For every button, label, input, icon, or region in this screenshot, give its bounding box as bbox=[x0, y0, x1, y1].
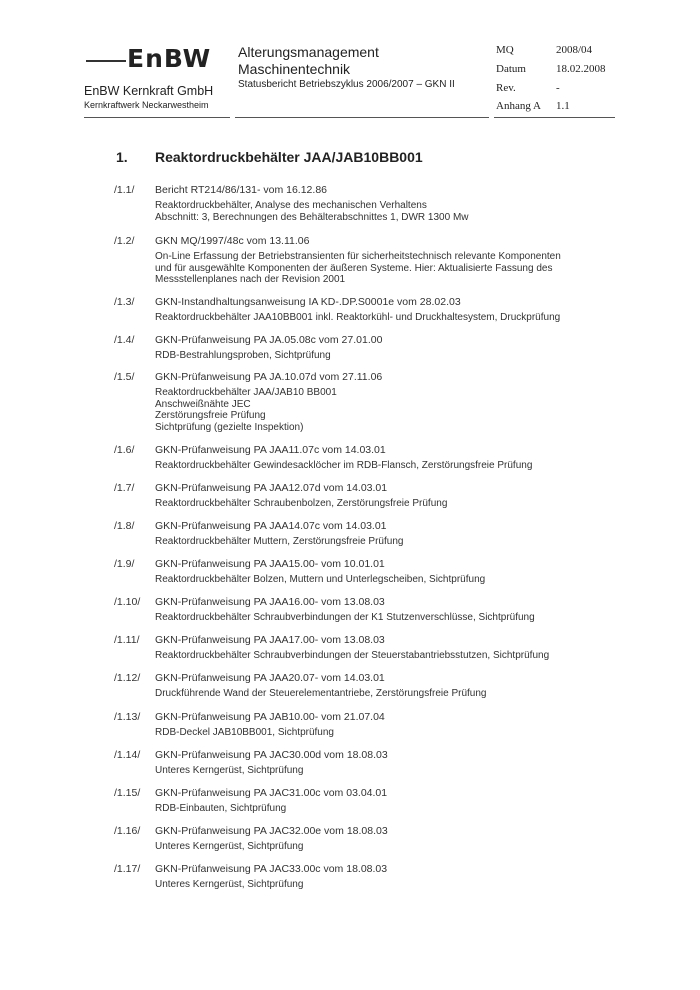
reference-detail: Reaktordruckbehälter Gewindesacklöcher im RDB-Flansch, Zerstörungsfreie Prüfung bbox=[155, 460, 533, 471]
header-rule-right bbox=[494, 117, 615, 118]
reference-body bbox=[155, 749, 595, 777]
reference-number: /1.4/ bbox=[114, 334, 135, 346]
reference-title: GKN-Prüfanweisung PA JA.05.08c vom 27.01.00 bbox=[155, 334, 383, 346]
reference-detail: Zerstörungsfreie Prüfung bbox=[155, 410, 266, 421]
reference-number: /1.16/ bbox=[114, 825, 141, 837]
company-name: EnBW Kernkraft GmbH bbox=[84, 84, 214, 98]
reference-body bbox=[155, 444, 595, 472]
reference-detail: Reaktordruckbehälter Bolzen, Muttern und Unterlegscheiben, Sichtprüfung bbox=[155, 574, 486, 585]
reference-body bbox=[155, 296, 595, 324]
reference-detail: Reaktordruckbehälter Muttern, Zerstörungsfreie Prüfung bbox=[155, 536, 404, 547]
meta-label-rev: Rev. bbox=[496, 82, 516, 94]
reference-body bbox=[155, 672, 595, 700]
reference-detail: Unteres Kerngerüst, Sichtprüfung bbox=[155, 879, 304, 890]
section-title: Reaktordruckbehälter JAA/JAB10BB001 bbox=[155, 149, 423, 165]
reference-detail: Druckführende Wand der Steuerelementantriebe, Zerstörungsfreie Prüfung bbox=[155, 688, 487, 699]
reference-body bbox=[155, 184, 595, 223]
reference-body bbox=[155, 711, 595, 739]
reference-detail: Reaktordruckbehälter Schraubverbindungen der Steuerstabantriebsstutzen, Sichtprüfung bbox=[155, 650, 550, 661]
document-title-line2: Maschinentechnik bbox=[238, 61, 351, 77]
meta-label-datum: Datum bbox=[496, 63, 526, 75]
reference-number: /1.10/ bbox=[114, 596, 141, 608]
reference-detail: Unteres Kerngerüst, Sichtprüfung bbox=[155, 765, 304, 776]
reference-detail: Reaktordruckbehälter, Analyse des mechanischen Verhaltens bbox=[155, 200, 427, 211]
meta-value-datum: 18.02.2008 bbox=[556, 63, 606, 75]
reference-title: GKN-Prüfanweisung PA JAA15.00- vom 10.01.01 bbox=[155, 558, 385, 570]
reference-number: /1.3/ bbox=[114, 296, 135, 308]
reference-number: /1.11/ bbox=[114, 634, 140, 646]
meta-label-mq: MQ bbox=[496, 44, 514, 56]
reference-body bbox=[155, 371, 595, 433]
reference-title: GKN-Prüfanweisung PA JAC32.00e vom 18.08.03 bbox=[155, 825, 388, 837]
reference-number: /1.14/ bbox=[114, 749, 141, 761]
reference-title: GKN-Prüfanweisung PA JAA11.07c vom 14.03.01 bbox=[155, 444, 386, 456]
reference-body bbox=[155, 596, 595, 624]
meta-value-mq: 2008/04 bbox=[556, 44, 593, 56]
reference-title: GKN-Prüfanweisung PA JAC31.00c vom 03.04.01 bbox=[155, 787, 388, 799]
reference-number: /1.17/ bbox=[114, 863, 141, 875]
reference-title: GKN-Prüfanweisung PA JAA12.07d vom 14.03.01 bbox=[155, 482, 388, 494]
reference-detail: RDB-Bestrahlungsproben, Sichtprüfung bbox=[155, 350, 331, 361]
reference-title: GKN-Prüfanweisung PA JAA16.00- vom 13.08.03 bbox=[155, 596, 385, 608]
header-rule-middle bbox=[235, 117, 489, 118]
reference-title: GKN MQ/1997/48c vom 13.11.06 bbox=[155, 235, 310, 247]
meta-value-rev: - bbox=[556, 82, 560, 94]
document-title-line1: Alterungsmanagement bbox=[238, 44, 379, 60]
reference-number: /1.5/ bbox=[114, 371, 135, 383]
company-logo: EnBW bbox=[127, 44, 212, 73]
reference-title: GKN-Prüfanweisung PA JAB10.00- vom 21.07.04 bbox=[155, 711, 385, 723]
reference-detail: Unteres Kerngerüst, Sichtprüfung bbox=[155, 841, 304, 852]
reference-body bbox=[155, 482, 595, 510]
reference-body bbox=[155, 520, 595, 548]
reference-detail: RDB-Deckel JAB10BB001, Sichtprüfung bbox=[155, 727, 334, 738]
reference-detail: Reaktordruckbehälter JAA/JAB10 BB001 bbox=[155, 387, 337, 398]
header-rule-left bbox=[84, 117, 230, 118]
logo-rule bbox=[86, 60, 126, 62]
reference-detail: Abschnitt: 3, Berechnungen des Behälterabschnittes 1, DWR 1300 Mw bbox=[155, 211, 469, 223]
reference-number: /1.13/ bbox=[114, 711, 141, 723]
reference-title: Bericht RT214/86/131- vom 16.12.86 bbox=[155, 184, 327, 196]
reference-detail: On-Line Erfassung der Betriebstransienten für sicherheitstechnisch relevante Komponenten bbox=[155, 251, 561, 262]
reference-title: GKN-Prüfanweisung PA JAA17.00- vom 13.08.03 bbox=[155, 634, 385, 646]
reference-title: GKN-Prüfanweisung PA JAC33.00c vom 18.08.03 bbox=[155, 863, 388, 875]
section-number: 1. bbox=[116, 149, 128, 165]
reference-detail: und für ausgewählte Komponenten der äußeren Systeme. Hier: Aktualisierte Fassung des bbox=[155, 262, 553, 274]
reference-detail: Sichtprüfung (gezielte Inspektion) bbox=[155, 421, 304, 433]
reference-body bbox=[155, 334, 595, 362]
reference-number: /1.8/ bbox=[114, 520, 135, 532]
reference-body bbox=[155, 825, 595, 853]
reference-detail: Messstellenplanes nach der Revision 2001 bbox=[155, 274, 346, 285]
site-name: Kernkraftwerk Neckarwestheim bbox=[84, 100, 209, 110]
reference-detail: RDB-Einbauten, Sichtprüfung bbox=[155, 803, 287, 814]
reference-title: GKN-Prüfanweisung PA JAA20.07- vom 14.03.01 bbox=[155, 672, 385, 684]
reference-number: /1.1/ bbox=[114, 184, 135, 196]
reference-body bbox=[155, 787, 595, 815]
reference-title: GKN-Prüfanweisung PA JAA14.07c vom 14.03.01 bbox=[155, 520, 387, 532]
reference-body bbox=[155, 634, 595, 662]
reference-detail: Reaktordruckbehälter Schraubenbolzen, Zerstörungsfreie Prüfung bbox=[155, 498, 448, 509]
reference-number: /1.9/ bbox=[114, 558, 135, 570]
reference-number: /1.15/ bbox=[114, 787, 141, 799]
reference-title: GKN-Prüfanweisung PA JA.10.07d vom 27.11.06 bbox=[155, 371, 383, 383]
reference-title: GKN-Prüfanweisung PA JAC30.00d vom 18.08.03 bbox=[155, 749, 388, 761]
reference-body bbox=[155, 863, 595, 891]
reference-title: GKN-Instandhaltungsanweisung IA KD-.DP.S0001e vom 28.02.03 bbox=[155, 296, 461, 308]
reference-body bbox=[155, 235, 595, 286]
reference-number: /1.12/ bbox=[114, 672, 141, 684]
reference-body bbox=[155, 558, 595, 586]
reference-number: /1.2/ bbox=[114, 235, 135, 247]
reference-detail: Anschweißnähte JEC bbox=[155, 398, 251, 410]
meta-value-anhang: 1.1 bbox=[556, 100, 570, 112]
reference-detail: Reaktordruckbehälter JAA10BB001 inkl. Reaktorkühl- und Druckhaltesystem, Druckprüfung bbox=[155, 312, 561, 323]
meta-label-anhang: Anhang A bbox=[496, 100, 541, 112]
reference-number: /1.7/ bbox=[114, 482, 135, 494]
reference-number: /1.6/ bbox=[114, 444, 135, 456]
reference-detail: Reaktordruckbehälter Schraubverbindungen der K1 Stutzenverschlüsse, Sichtprüfung bbox=[155, 612, 535, 623]
document-subtitle: Statusbericht Betriebszyklus 2006/2007 – GKN II bbox=[238, 79, 455, 90]
